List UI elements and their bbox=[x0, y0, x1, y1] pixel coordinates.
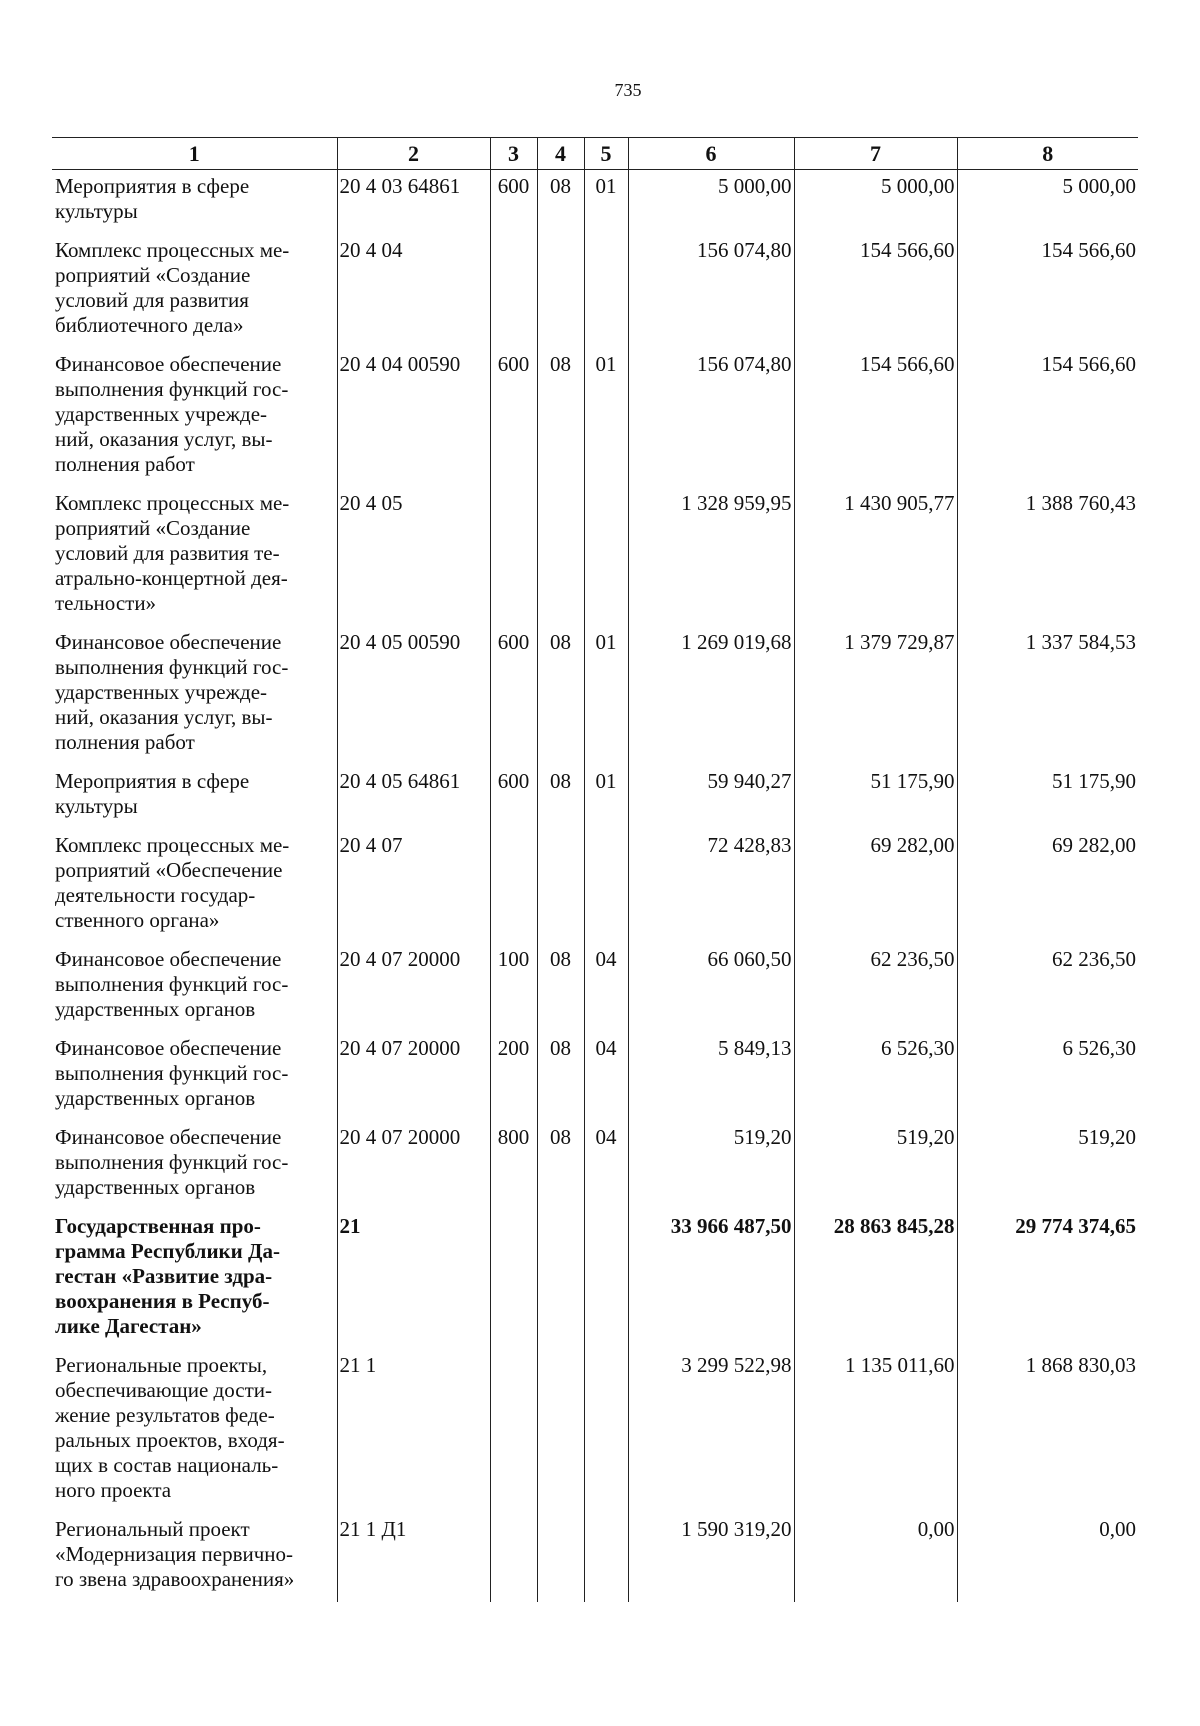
row-expense-type-cell bbox=[490, 829, 537, 943]
column-header-6: 6 bbox=[628, 138, 794, 170]
row-name-cell: Государственная про- грамма Республики Да- гестан «Развитие здра- воохранения в Респуб- лике Дагестан» bbox=[55, 1214, 280, 1338]
row-name-cell: Мероприятия в сфере культуры bbox=[55, 174, 250, 223]
row-amount-col7-cell: 69 282,00 bbox=[794, 829, 957, 943]
row-expense-type-cell: 600 bbox=[490, 170, 537, 235]
row-name-cell: Финансовое обеспечение выполнения функций гос- ударственных органов bbox=[55, 947, 289, 1021]
row-amount-col8-cell: 1 388 760,43 bbox=[957, 487, 1138, 626]
row-section-cell bbox=[537, 1349, 584, 1513]
row-name-cell: Мероприятия в сфере культуры bbox=[55, 769, 250, 818]
table-row bbox=[52, 765, 1138, 829]
row-expense-type-cell bbox=[490, 487, 537, 626]
row-amount-col7-cell: 5 000,00 bbox=[794, 170, 957, 235]
column-header-7: 7 bbox=[794, 138, 957, 170]
table-row bbox=[52, 1513, 1138, 1602]
table-row bbox=[52, 1121, 1138, 1210]
row-amount-col8-cell: 62 236,50 bbox=[957, 943, 1138, 1032]
row-name-cell: Комплекс процессных ме- роприятий «Создание условий для развития библиотечного дела» bbox=[55, 238, 290, 337]
table-row bbox=[52, 234, 1138, 348]
page-number: 735 bbox=[614, 80, 642, 100]
row-subsection-cell: 01 bbox=[584, 170, 628, 235]
column-header-4: 4 bbox=[537, 138, 584, 170]
row-section-cell: 08 bbox=[537, 765, 584, 829]
row-section-cell: 08 bbox=[537, 1121, 584, 1210]
row-section-cell: 08 bbox=[537, 348, 584, 487]
budget-table bbox=[52, 137, 1138, 1602]
row-subsection-cell: 04 bbox=[584, 1121, 628, 1210]
row-name-cell: Региональный проект «Модернизация первично- го звена здравоохранения» bbox=[55, 1517, 295, 1591]
row-amount-col7-cell: 519,20 bbox=[794, 1121, 957, 1210]
row-amount-col8-cell: 51 175,90 bbox=[957, 765, 1138, 829]
row-kbk-cell: 20 4 07 20000 bbox=[337, 1121, 490, 1210]
table-row bbox=[52, 1349, 1138, 1513]
row-section-cell bbox=[537, 234, 584, 348]
row-amount-col6-cell: 5 849,13 bbox=[628, 1032, 794, 1121]
row-amount-col8-cell: 1 868 830,03 bbox=[957, 1349, 1138, 1513]
row-kbk-cell: 21 1 bbox=[337, 1349, 490, 1513]
row-amount-col8-cell: 0,00 bbox=[957, 1513, 1138, 1602]
row-subsection-cell bbox=[584, 487, 628, 626]
column-header-3: 3 bbox=[490, 138, 537, 170]
table-header-row bbox=[52, 138, 1138, 170]
row-amount-col8-cell: 1 337 584,53 bbox=[957, 626, 1138, 765]
row-section-cell: 08 bbox=[537, 626, 584, 765]
table-body bbox=[52, 170, 1138, 1603]
column-header-2: 2 bbox=[337, 138, 490, 170]
row-amount-col7-cell: 0,00 bbox=[794, 1513, 957, 1602]
row-amount-col6-cell: 1 590 319,20 bbox=[628, 1513, 794, 1602]
row-subsection-cell bbox=[584, 234, 628, 348]
row-amount-col6-cell: 66 060,50 bbox=[628, 943, 794, 1032]
row-kbk-cell: 20 4 05 bbox=[337, 487, 490, 626]
row-expense-type-cell bbox=[490, 234, 537, 348]
column-header-1: 1 bbox=[52, 138, 337, 170]
row-amount-col7-cell: 154 566,60 bbox=[794, 348, 957, 487]
row-amount-col6-cell: 1 328 959,95 bbox=[628, 487, 794, 626]
row-amount-col8-cell: 154 566,60 bbox=[957, 348, 1138, 487]
row-amount-col6-cell: 156 074,80 bbox=[628, 234, 794, 348]
row-amount-col8-cell: 69 282,00 bbox=[957, 829, 1138, 943]
row-kbk-cell: 20 4 03 64861 bbox=[337, 170, 490, 235]
row-amount-col7-cell: 154 566,60 bbox=[794, 234, 957, 348]
row-amount-col8-cell: 6 526,30 bbox=[957, 1032, 1138, 1121]
row-subsection-cell bbox=[584, 1349, 628, 1513]
row-name-cell: Комплекс процессных ме- роприятий «Создание условий для развития те- атрально-концертной дея- тельности» bbox=[55, 491, 290, 615]
row-kbk-cell: 20 4 07 bbox=[337, 829, 490, 943]
row-kbk-cell: 20 4 07 20000 bbox=[337, 943, 490, 1032]
row-name-cell: Финансовое обеспечение выполнения функций гос- ударственных органов bbox=[55, 1036, 289, 1110]
row-amount-col6-cell: 156 074,80 bbox=[628, 348, 794, 487]
row-name-cell: Финансовое обеспечение выполнения функций гос- ударственных органов bbox=[55, 1125, 289, 1199]
row-amount-col7-cell: 62 236,50 bbox=[794, 943, 957, 1032]
row-amount-col8-cell: 154 566,60 bbox=[957, 234, 1138, 348]
row-amount-col7-cell: 28 863 845,28 bbox=[794, 1210, 957, 1349]
row-expense-type-cell bbox=[490, 1349, 537, 1513]
table-row bbox=[52, 348, 1138, 487]
row-amount-col7-cell: 1 430 905,77 bbox=[794, 487, 957, 626]
row-amount-col6-cell: 59 940,27 bbox=[628, 765, 794, 829]
row-subsection-cell bbox=[584, 1210, 628, 1349]
row-subsection-cell: 01 bbox=[584, 626, 628, 765]
row-expense-type-cell: 600 bbox=[490, 626, 537, 765]
row-amount-col6-cell: 5 000,00 bbox=[628, 170, 794, 235]
row-expense-type-cell: 100 bbox=[490, 943, 537, 1032]
row-kbk-cell: 20 4 05 64861 bbox=[337, 765, 490, 829]
row-subsection-cell: 01 bbox=[584, 348, 628, 487]
table-row bbox=[52, 487, 1138, 626]
row-expense-type-cell: 200 bbox=[490, 1032, 537, 1121]
row-amount-col8-cell: 5 000,00 bbox=[957, 170, 1138, 235]
row-amount-col6-cell: 33 966 487,50 bbox=[628, 1210, 794, 1349]
row-amount-col7-cell: 6 526,30 bbox=[794, 1032, 957, 1121]
row-amount-col6-cell: 3 299 522,98 bbox=[628, 1349, 794, 1513]
table-row bbox=[52, 1032, 1138, 1121]
row-section-cell: 08 bbox=[537, 170, 584, 235]
row-expense-type-cell: 600 bbox=[490, 765, 537, 829]
table-row bbox=[52, 943, 1138, 1032]
row-kbk-cell: 20 4 07 20000 bbox=[337, 1032, 490, 1121]
row-amount-col8-cell: 519,20 bbox=[957, 1121, 1138, 1210]
row-section-cell bbox=[537, 487, 584, 626]
row-amount-col6-cell: 1 269 019,68 bbox=[628, 626, 794, 765]
row-section-cell bbox=[537, 1513, 584, 1602]
row-kbk-cell: 21 bbox=[337, 1210, 490, 1349]
row-section-cell bbox=[537, 829, 584, 943]
table-row bbox=[52, 829, 1138, 943]
row-kbk-cell: 20 4 05 00590 bbox=[337, 626, 490, 765]
column-header-5: 5 bbox=[584, 138, 628, 170]
table-row bbox=[52, 170, 1138, 235]
row-subsection-cell bbox=[584, 829, 628, 943]
row-amount-col6-cell: 519,20 bbox=[628, 1121, 794, 1210]
row-expense-type-cell bbox=[490, 1210, 537, 1349]
row-section-cell: 08 bbox=[537, 1032, 584, 1121]
row-expense-type-cell: 600 bbox=[490, 348, 537, 487]
table-row bbox=[52, 1210, 1138, 1349]
row-subsection-cell: 04 bbox=[584, 1032, 628, 1121]
row-name-cell: Комплекс процессных ме- роприятий «Обеспечение деятельности государ- ственного органа» bbox=[55, 833, 290, 932]
row-amount-col7-cell: 1 135 011,60 bbox=[794, 1349, 957, 1513]
row-amount-col8-cell: 29 774 374,65 bbox=[957, 1210, 1138, 1349]
row-expense-type-cell bbox=[490, 1513, 537, 1602]
row-amount-col7-cell: 1 379 729,87 bbox=[794, 626, 957, 765]
row-section-cell: 08 bbox=[537, 943, 584, 1032]
row-name-cell: Региональные проекты, обеспечивающие дости- жение результатов феде- ральных проектов, входя- щих в состав националь- ного проекта bbox=[55, 1353, 285, 1502]
row-amount-col7-cell: 51 175,90 bbox=[794, 765, 957, 829]
row-subsection-cell: 04 bbox=[584, 943, 628, 1032]
row-section-cell bbox=[537, 1210, 584, 1349]
row-subsection-cell bbox=[584, 1513, 628, 1602]
column-header-8: 8 bbox=[957, 138, 1138, 170]
row-kbk-cell: 21 1 Д1 bbox=[337, 1513, 490, 1602]
row-name-cell: Финансовое обеспечение выполнения функций гос- ударственных учрежде- ний, оказания услуг, вы- полнения работ bbox=[55, 630, 289, 754]
row-expense-type-cell: 800 bbox=[490, 1121, 537, 1210]
row-amount-col6-cell: 72 428,83 bbox=[628, 829, 794, 943]
row-kbk-cell: 20 4 04 bbox=[337, 234, 490, 348]
table-row bbox=[52, 626, 1138, 765]
row-kbk-cell: 20 4 04 00590 bbox=[337, 348, 490, 487]
row-name-cell: Финансовое обеспечение выполнения функций гос- ударственных учрежде- ний, оказания услуг, вы- полнения работ bbox=[55, 352, 289, 476]
row-subsection-cell: 01 bbox=[584, 765, 628, 829]
